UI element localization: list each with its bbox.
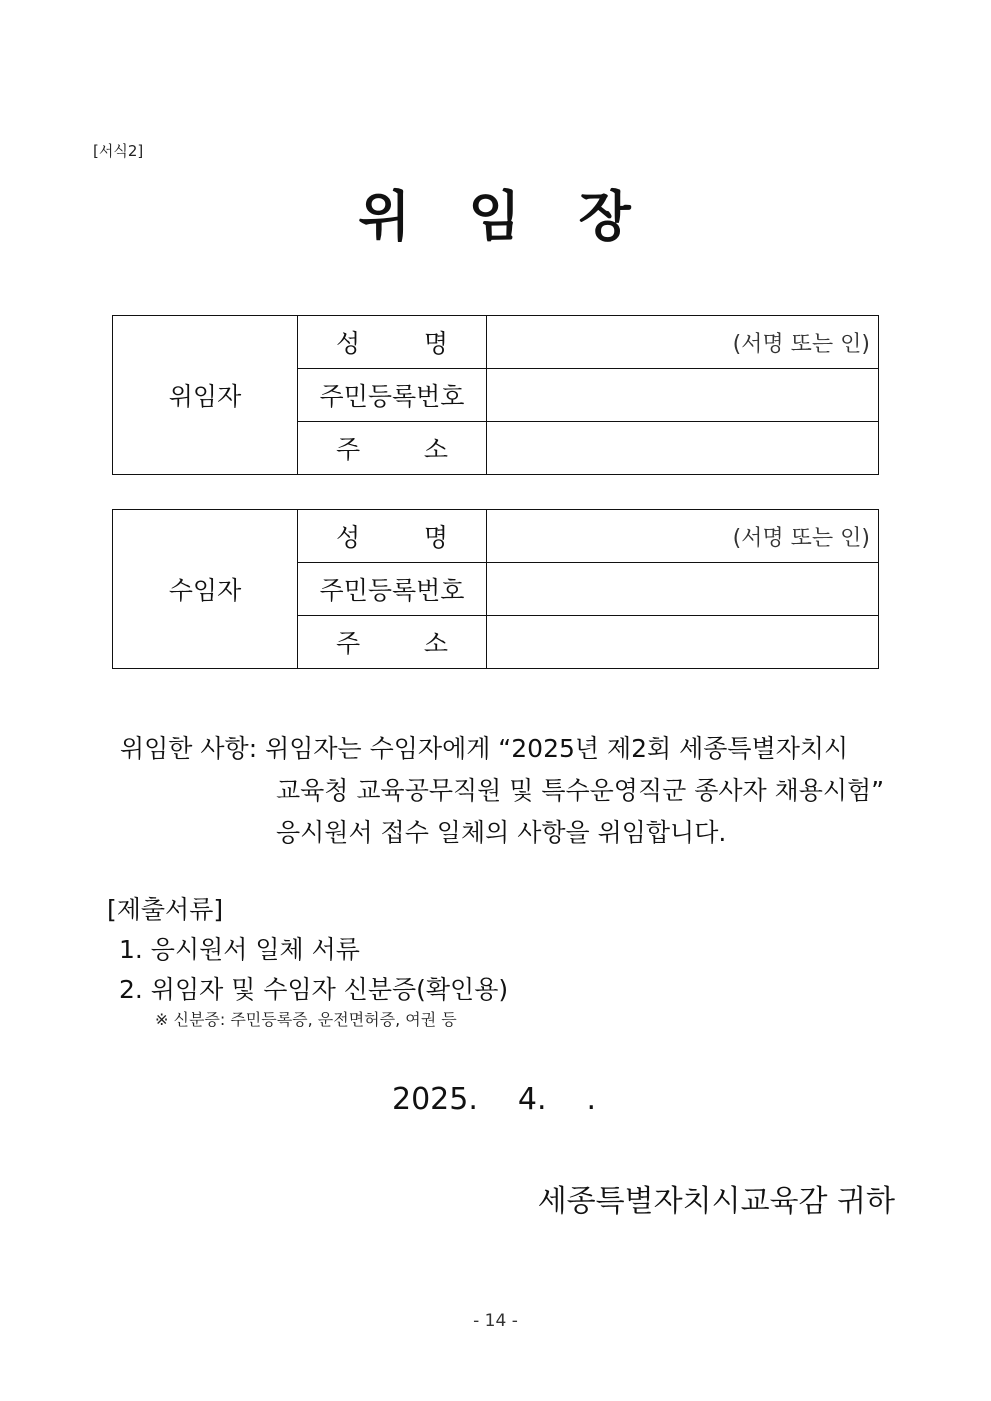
page-number: - 14 - <box>473 1311 518 1331</box>
date-line <box>392 1082 636 1117</box>
document-item: 2. 위임자 및 수임자 신분증(확인용) <box>119 975 509 1004</box>
date-month: 4. <box>517 1082 547 1117</box>
delegator-address-field[interactable] <box>487 422 879 475</box>
delegation-statement <box>120 728 920 854</box>
document-title <box>0 180 991 252</box>
sign-note: (서명 또는 인) <box>732 331 870 357</box>
delegation-line: 교육청 교육공무직원 및 특수운영직군 종사자 채용시험” <box>276 776 885 805</box>
id-note: ※ 신분증: 주민등록증, 운전면허증, 여권 등 <box>155 1010 457 1029</box>
delegatee-table <box>112 509 879 669</box>
document-item: 1. 응시원서 일체 서류 <box>119 935 360 964</box>
delegator-resident-id-field[interactable] <box>487 369 879 422</box>
address-label: 주 소 <box>298 422 487 475</box>
form-code: [서식2] <box>93 142 144 160</box>
recipient: 세종특별자치시교육감 귀하 <box>537 1184 895 1219</box>
delegatee-name-field[interactable] <box>487 510 879 563</box>
delegator-role-label: 위임자 <box>113 316 298 475</box>
delegatee-role-label: 수임자 <box>113 510 298 669</box>
address-label: 주 소 <box>298 616 487 669</box>
required-documents <box>107 890 508 1030</box>
delegatee-resident-id-field[interactable] <box>487 563 879 616</box>
delegation-line: 위임한 사항: 위임자는 수임자에게 “2025년 제2회 세종특별자치시 <box>120 734 849 763</box>
resident-id-label: 주민등록번호 <box>298 369 487 422</box>
name-label: 성 명 <box>298 510 487 563</box>
delegation-line: 응시원서 접수 일체의 사항을 위임합니다. <box>276 818 727 847</box>
date-year: 2025. <box>392 1082 478 1117</box>
name-label: 성 명 <box>298 316 487 369</box>
delegator-name-field[interactable] <box>487 316 879 369</box>
title-char: 임 <box>468 184 523 248</box>
title-char: 위 <box>358 184 413 248</box>
sign-note: (서명 또는 인) <box>732 525 870 551</box>
date-day: . <box>586 1082 597 1117</box>
delegator-table <box>112 315 879 475</box>
delegatee-address-field[interactable] <box>487 616 879 669</box>
documents-heading: [제출서류] <box>107 895 224 924</box>
title-char: 장 <box>578 184 633 248</box>
resident-id-label: 주민등록번호 <box>298 563 487 616</box>
